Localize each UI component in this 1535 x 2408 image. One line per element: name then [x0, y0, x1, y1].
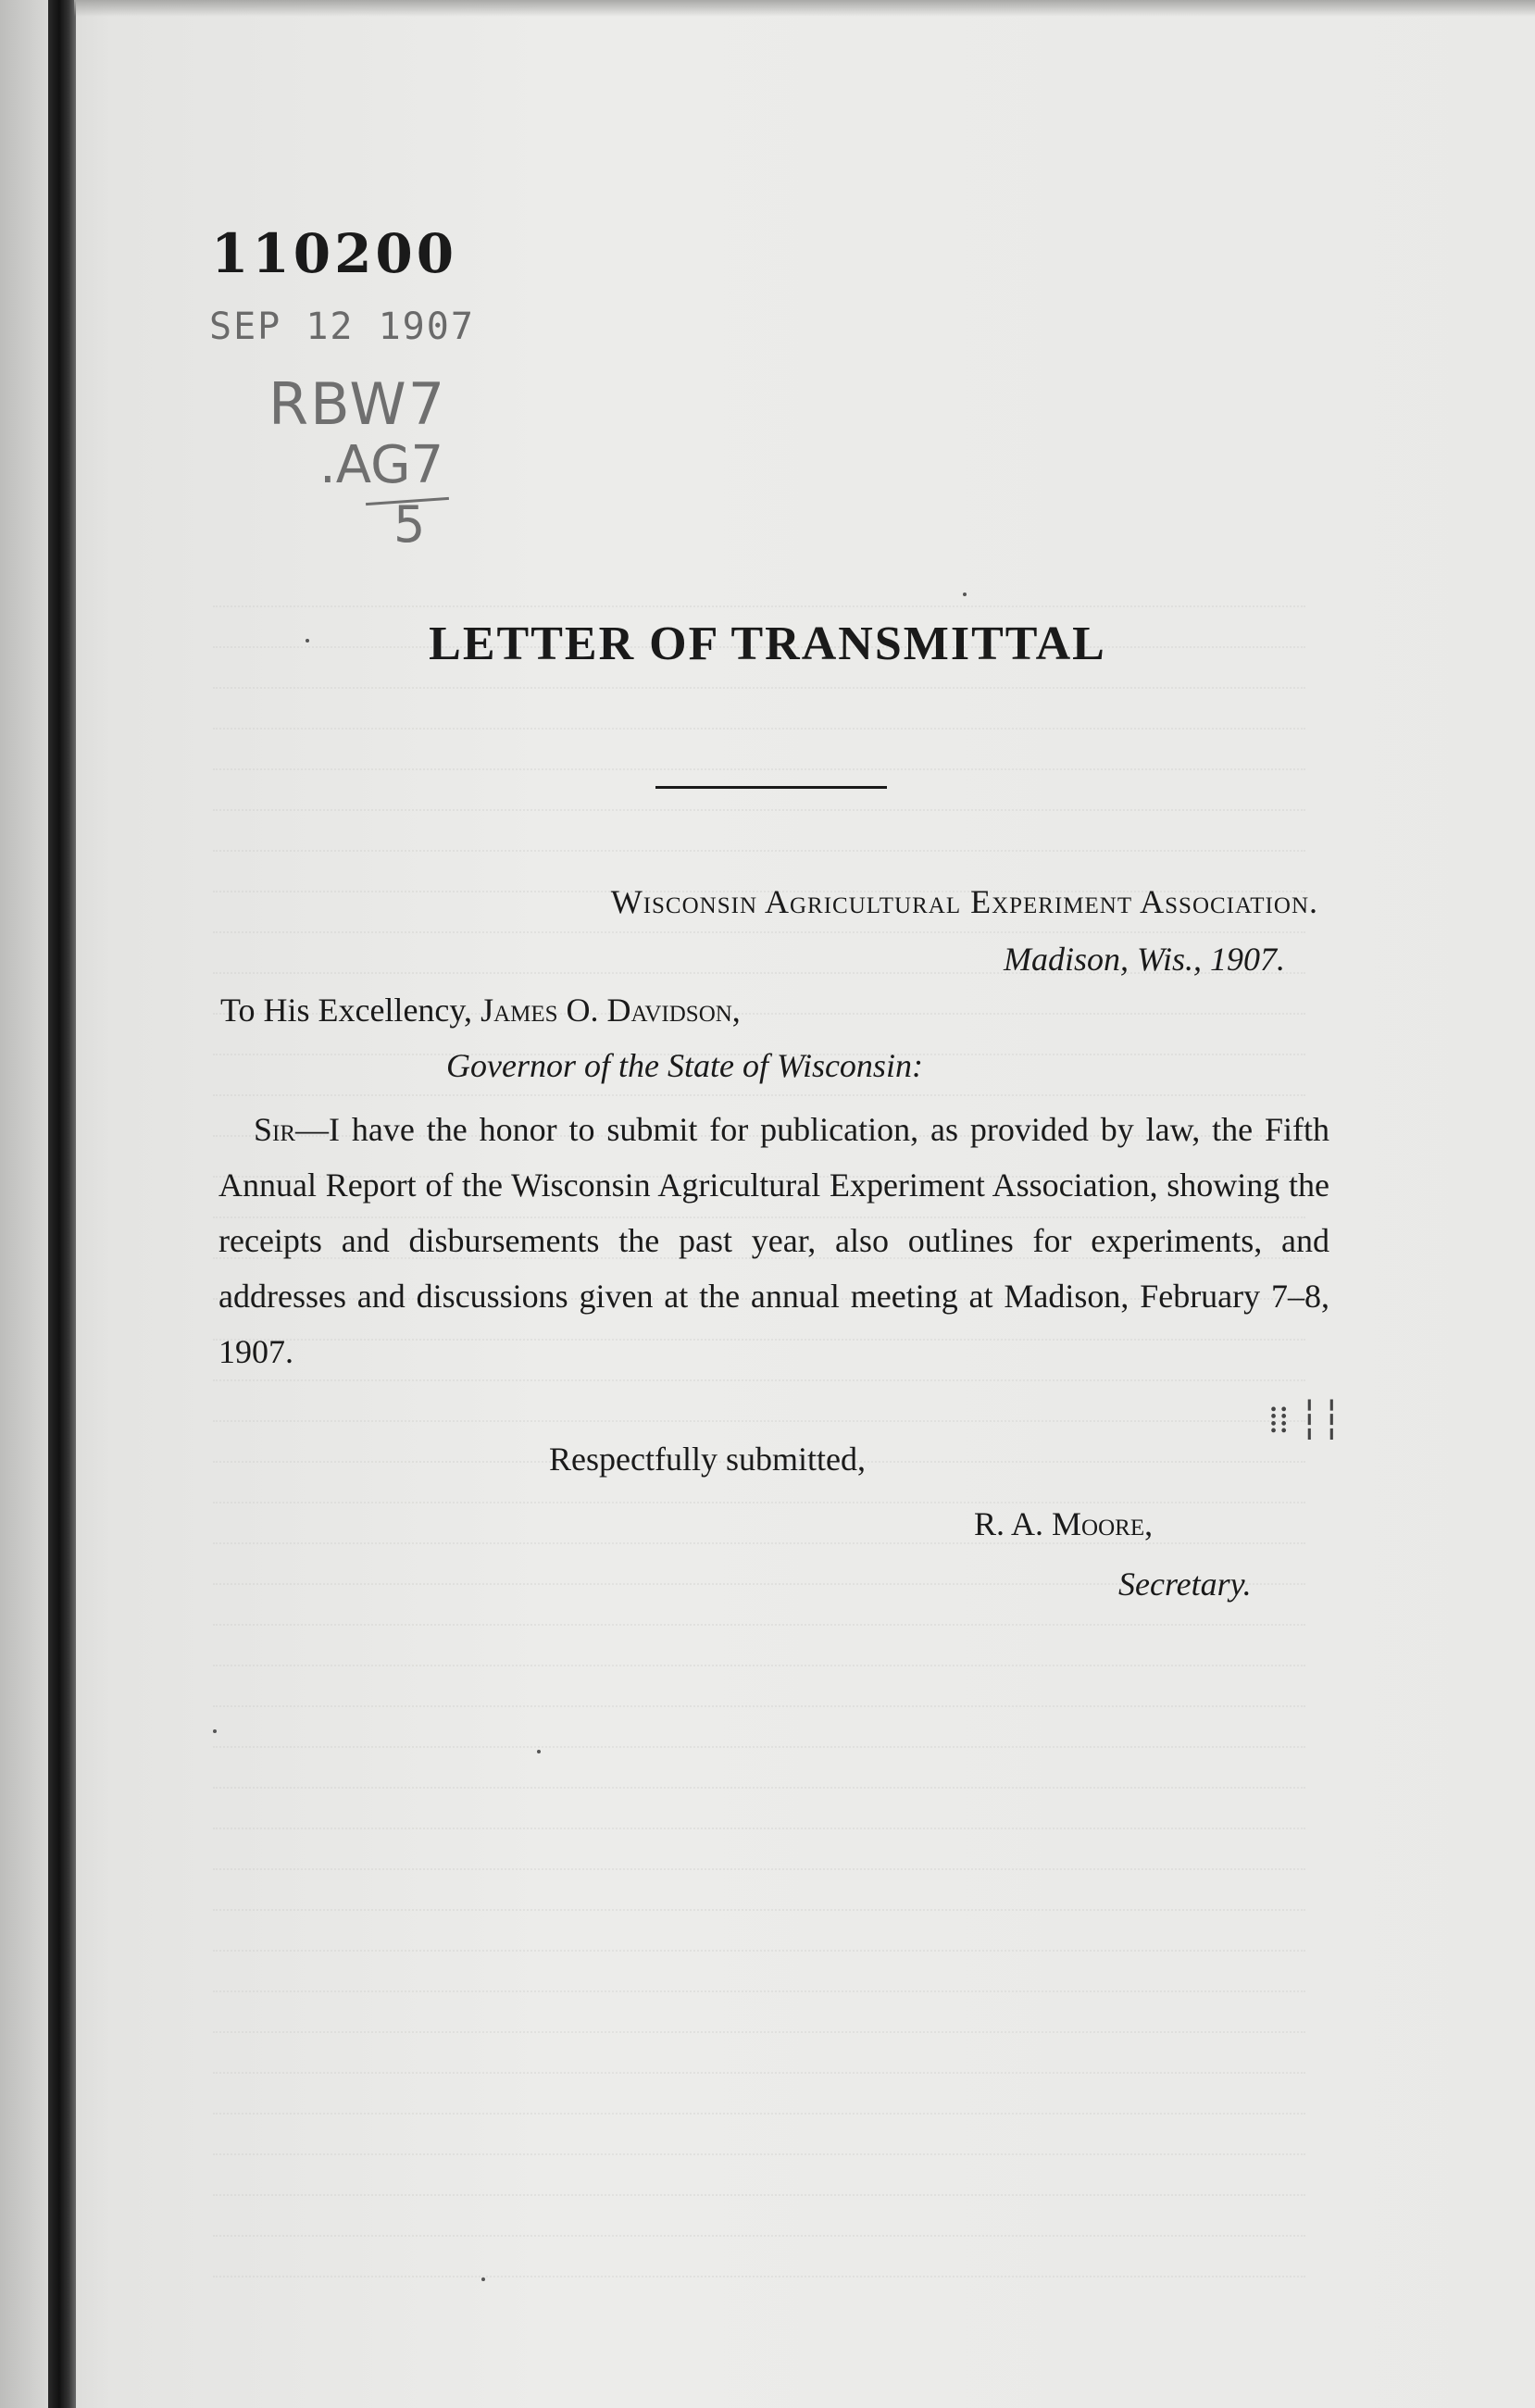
call-number-line-1: RBW7: [268, 370, 447, 438]
signer: [974, 1504, 1153, 1543]
closing: Respectfully submitted,: [549, 1441, 866, 1478]
association-name: Wisconsin Agricultural Experiment Association.: [610, 883, 1318, 920]
title-rule: [655, 786, 887, 789]
binding-shadow: [48, 0, 76, 2408]
speck: [306, 639, 309, 643]
bleed-through-lines: [213, 574, 1305, 2285]
speck: [481, 2277, 485, 2281]
addressee-name: James O. Davidson,: [480, 992, 741, 1029]
call-number-line-3: 5: [393, 495, 426, 554]
letter-body: [218, 1102, 1329, 1379]
call-number-line-2: .AG7: [319, 435, 444, 495]
print-mark: ⁞⁞ ┆┆: [1268, 1399, 1343, 1441]
page-title: LETTER OF TRANSMITTAL: [429, 618, 1106, 670]
salutation-prefix: To His Excellency,: [220, 992, 481, 1029]
body-opening: Sir: [254, 1111, 296, 1148]
signer-initials: R. A.: [974, 1505, 1053, 1542]
top-edge-shadow: [74, 0, 1535, 17]
page-edge: [0, 0, 48, 2408]
place-date: Madison, Wis., 1907.: [1003, 941, 1285, 978]
body-text: —I have the honor to submit for publication, as provided by law, the Fifth Annual Report of the Wisconsin Agricultural Experiment Association, showing the receipts and disbursements the past year, also outlines for experiments, and addresses and discussions given at the annual meeting at Madison, February 7–8, 1907.: [218, 1111, 1329, 1370]
addressee-title: Governor of the State of Wisconsin:: [446, 1047, 923, 1084]
speck: [963, 593, 967, 596]
accession-number: 110200: [211, 222, 458, 285]
speck: [537, 1750, 541, 1753]
salutation: [220, 991, 741, 1029]
speck: [213, 1729, 217, 1733]
date-stamp: SEP 12 1907: [209, 306, 475, 348]
signer-role: Secretary.: [1118, 1566, 1252, 1603]
signer-surname: Moore,: [1052, 1505, 1154, 1542]
